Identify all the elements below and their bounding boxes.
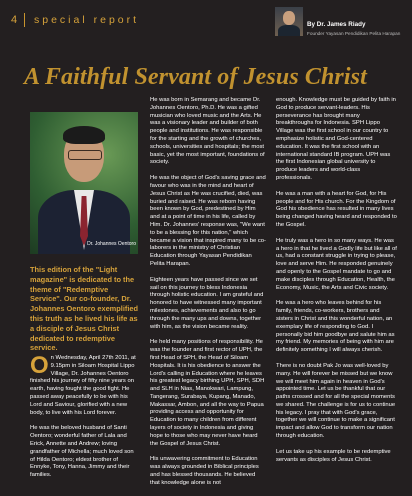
paragraph: He was the beloved husband of Santi Oentoro; wonderful father of Lala and Erick, Annette and Andrew; loving grandfather of Michella; much loved son of Hilda Oentoro; eldest brother of Ennyke, Tony, Hanna, Jimmy and their families. <box>30 425 134 479</box>
paragraph: He truly was a hero in so many ways. He was a hero in that he lived a Godly life but like all of us, had a constant struggle in trying to please, love and serve Him. He responded genuinely and openly to the Gospel mandate to go and make disciples through Education, Health, the Economy, Music, the Arts and Civic society. <box>276 237 397 291</box>
paragraph: enough. Knowledge must be guided by faith in God to produce servant-leaders. His perseverance has brought many breakthroughs for Indonesia. SPH Lippo Village was the first school in our country to emphasize holistic and God-centered education. It was the first school with an international standard IB program. UPH was the first Indonesian global university to produce leaders and world-class professionals. <box>276 97 396 181</box>
drop-cap: O <box>30 352 49 379</box>
paragraph: He was born in Semarang and became Dr. Johannes Oentoro, Ph.D. He was a gifted musician who loved music and the Arts. He was a visionary leader and builder of both people and institutions. He was responsible for the starting and the growth of churches, schools, universities and hospitals; the most basic, yet the most important, foundations of society. <box>150 97 265 166</box>
author-photo <box>275 7 303 36</box>
page-number: 4 <box>11 14 18 26</box>
paragraph <box>30 352 140 417</box>
paragraph: He held many positions of responsibility. He was the founder and first rector of UPH, the first Head of SPH, the Head of Siloam Hospitals. It is his obedience to answer the Lord's calling in Education where he leaves his greatest legacy birthing UPH, SPH, SDH and SLH in Nias, Manokwari, Lampung, Tangerang, Surabaya, Kupang, Manado, Makassar, Ambon, and all the way to Papua providing access and opportunity for Education to many children from different layers of society in Indonesia and giving hope to those who may never have heard the Gospel of Jesus Christ. <box>150 339 265 447</box>
article-title: A Faithful Servant of Jesus Christ <box>24 64 367 90</box>
paragraph: His unwavering commitment to Education was always grounded in Biblical principles and has blessed thousands. He believed that knowledge alone is not <box>150 456 259 486</box>
paragraph: He was the object of God's saving grace and favour who was in the mind and heart of Jesus Christ as He was crucified, died, was buried and raised. He was reborn having been known by God, predestined by Him and at a point of time in his life, called by Him. Dr. Johannes' response was, "We want to be a blessing for this nation," which became a vision that inspired many to be co-laborers in the ministry of Christian Education through Yayasan Pendidikan Pelita Harapan. <box>150 175 266 267</box>
paragraph: Let us take up his example to be redemptive servants as disciples of Jesus Christ. <box>276 448 391 463</box>
section-label: special report <box>34 14 140 26</box>
pull-quote: This edition of the "Light magazine" is dedicated to the theme of "Redemptive Service". Our co-founder, Dr. Johannes Oentoro exemplified this truth as he lived his life as a disciple of Jesus Christ dedicated to redemptive service. <box>30 265 139 353</box>
paragraph: There is no doubt Pak Jo was well-loved by many. He will forever be missed but we know we will meet him again in heaven in God's appointed time. Let us be thankful that our paths crossed and for all the special moments we shared. The challenge is for us to continue his legacy. I pray that with God's grace, together we will continue to make a significant impact and allow God to transform our nation through education. <box>276 362 396 440</box>
author-title: Founder Yayasan Pendidikan Pelita Harapan <box>307 31 401 36</box>
paragraph: He was a hero who leaves behind for his family, friends, co-workers, brothers and sisters in Christ and this wonderful nation, an exemplary life of responding to God. I personally bid him goodbye and salute him as my friend. My memories of being with him are definitely something I will always cherish. <box>276 300 395 354</box>
column-2 <box>150 97 266 496</box>
paragraph-text: n Wednesday, April 27th 2011, at 9.15pm in Siloam Hospital Lippo Village, Dr. Johannes Oentoro finished his journey of fifty nine years on earth, having fought the good fight. He passed away peacefully to be with his Lord and Saviour, glorified with a new body, to live with his Lord forever. <box>30 355 136 416</box>
header-divider <box>24 13 25 27</box>
photo-caption: Dr. Johannes Oentoro <box>87 241 136 247</box>
column-1 <box>30 352 140 488</box>
paragraph: Eighteen years have passed since we set sail on this journey to bless Indonesia through holistic education. I am grateful and honored to have witnessed many important milestones, achievements and also to go through the many ups and downs, together with him, as the vision became reality. <box>150 276 264 330</box>
author-name: By Dr. James Riady <box>307 21 366 28</box>
paragraph: He was a man with a heart for God, for His people and for His church. For the Kingdom of God his obedience has resulted in many lives being changed having heard and responded to the Gospel. <box>276 190 397 228</box>
column-3 <box>276 97 397 472</box>
portrait-photo <box>30 112 138 254</box>
